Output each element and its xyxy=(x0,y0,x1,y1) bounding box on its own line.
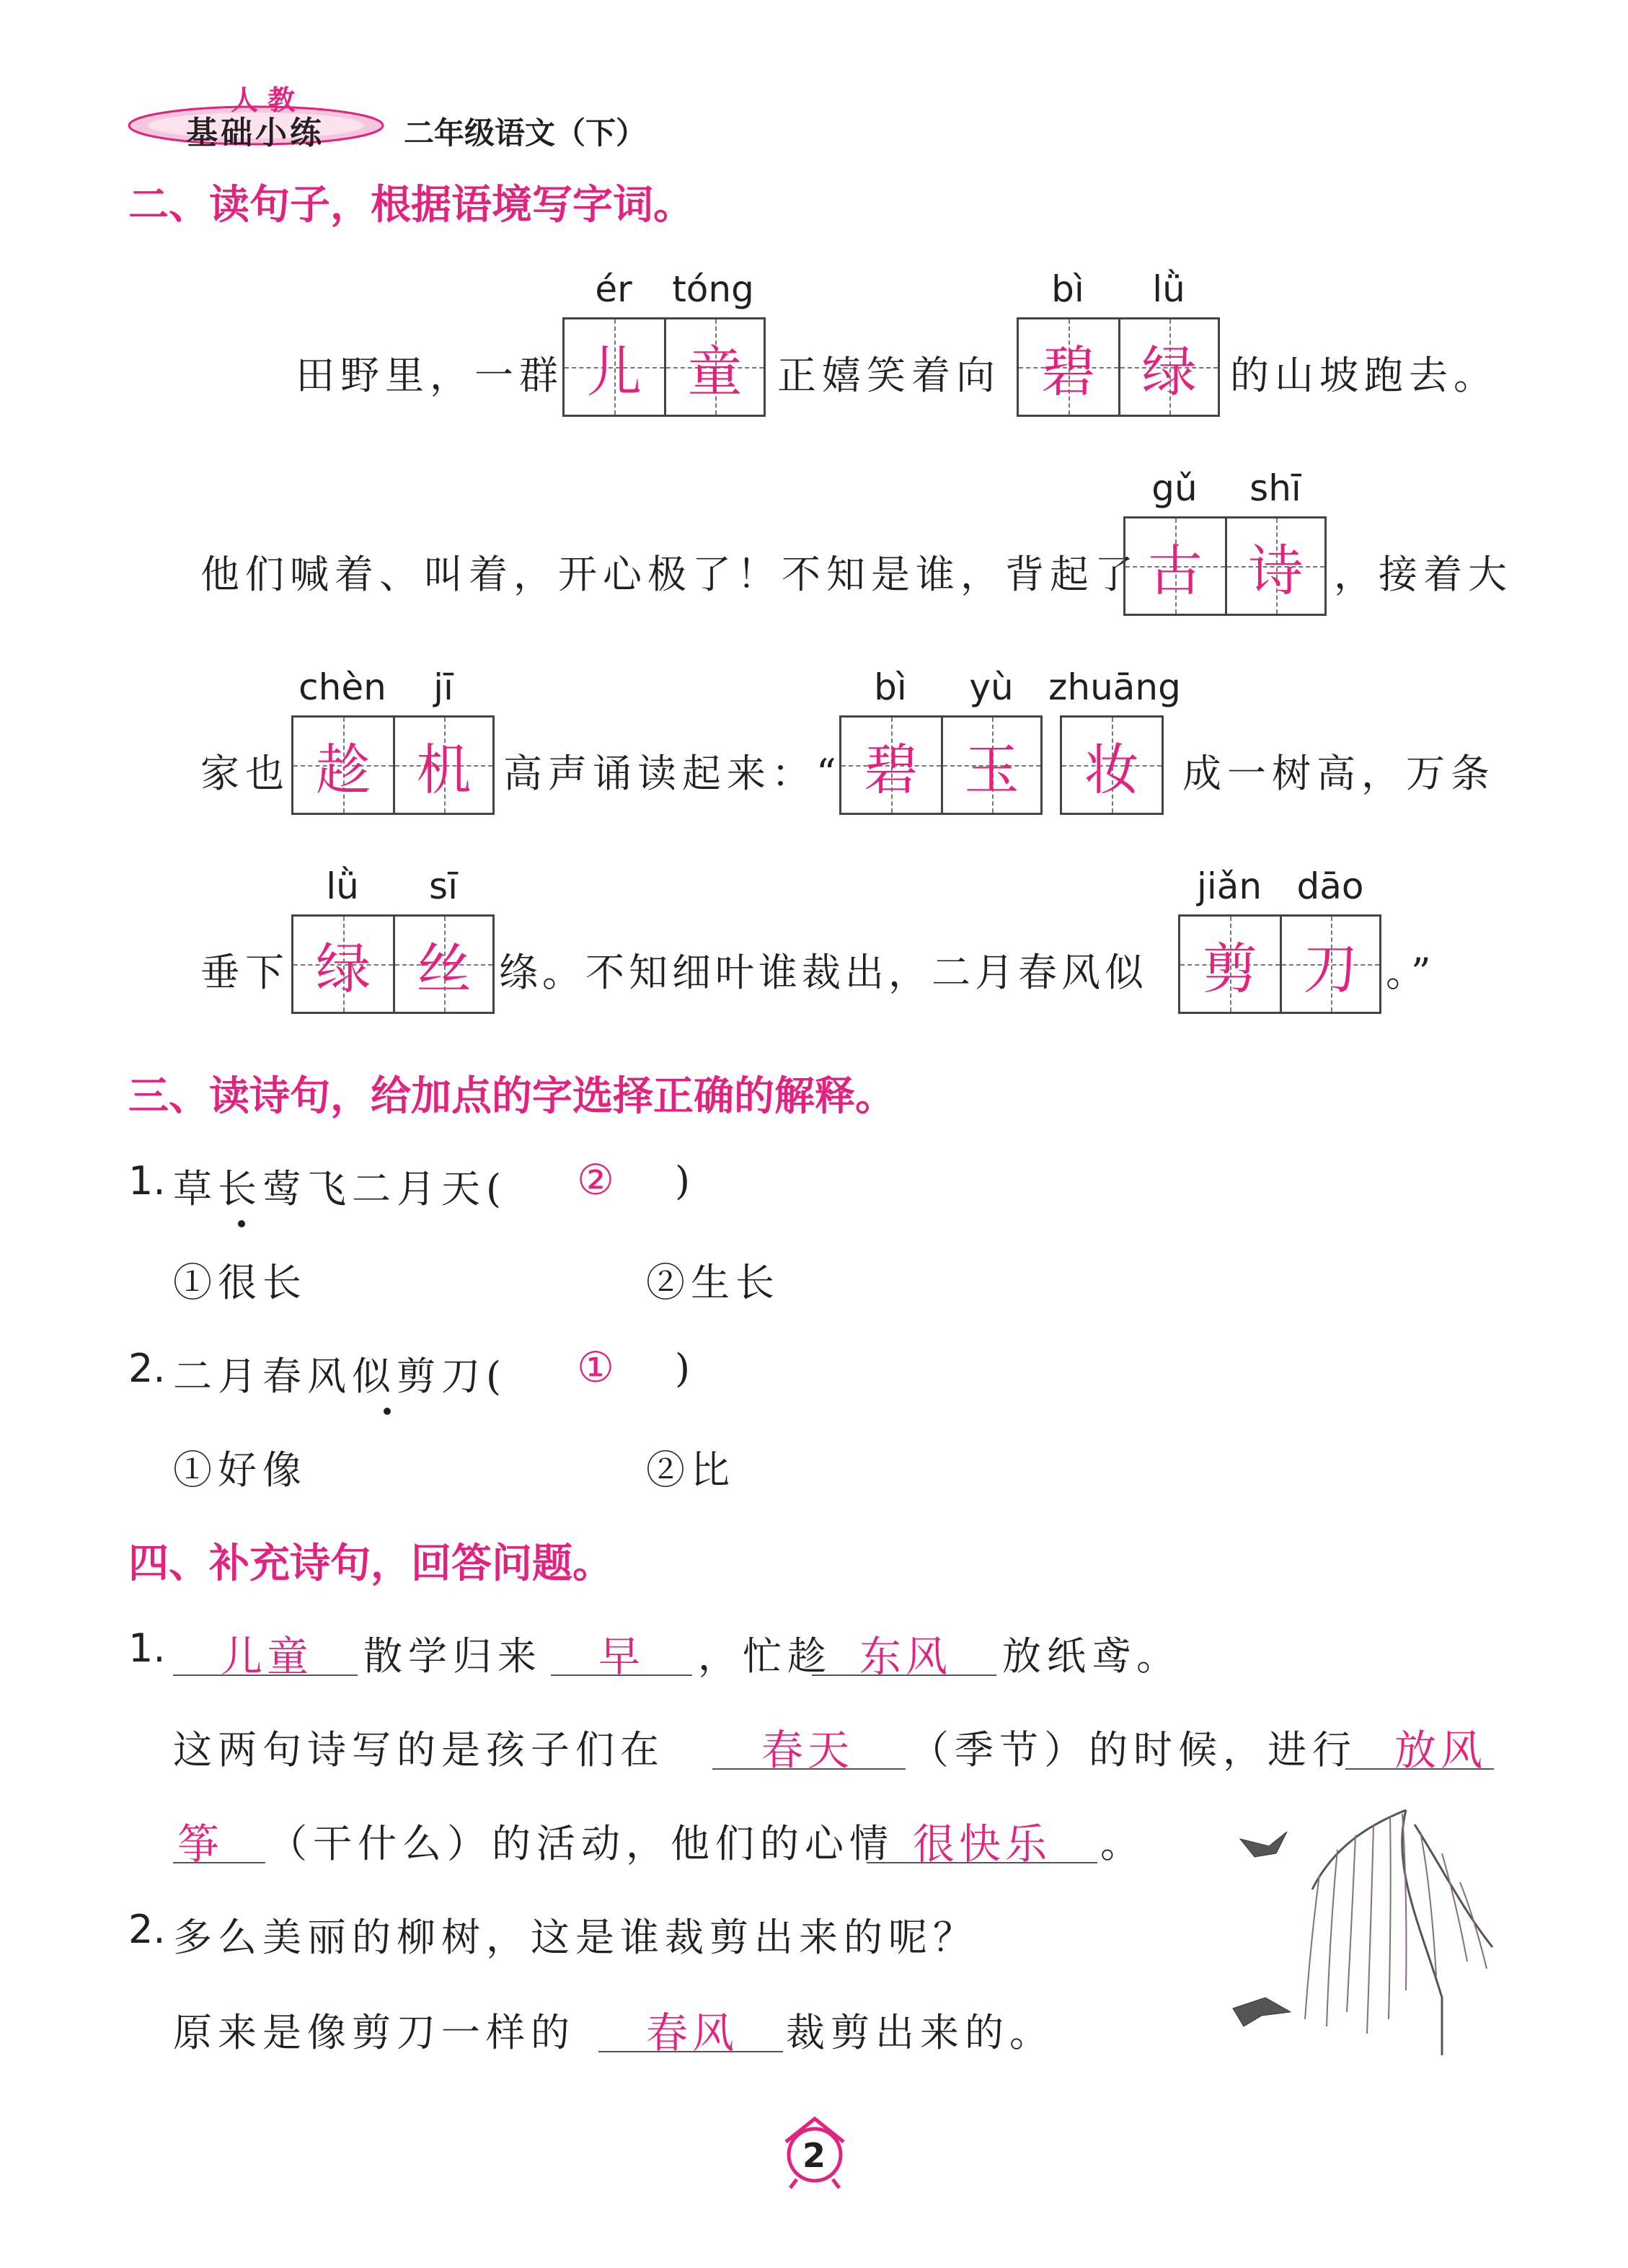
s4-q1-t2: ，忙趁 xyxy=(698,1633,832,1679)
s4-q1-l2-before: 这两句诗写的是孩子们在 xyxy=(173,1727,665,1773)
cell-answer: 剪 xyxy=(1180,917,1280,1012)
page-number: 2 xyxy=(802,2136,826,2175)
tianzige-ertong xyxy=(562,317,766,417)
cell-answer: 碧 xyxy=(841,718,941,813)
s3-q1-close: ) xyxy=(675,1158,696,1204)
pinyin-shi: shī xyxy=(1249,467,1301,509)
s4-q2-num: 2. xyxy=(128,1907,166,1952)
badge-top-label: 人 教 xyxy=(231,84,296,116)
tianzige-chenji xyxy=(291,715,495,815)
cell-answer: 古 xyxy=(1125,519,1225,614)
tianzige-biyu xyxy=(839,715,1043,815)
s4-answer-fangfeng: 放风 xyxy=(1394,1726,1487,1775)
s4-q1-num: 1. xyxy=(128,1625,166,1671)
pinyin-gu: gǔ xyxy=(1151,467,1198,509)
s2-line3-before: 家也 xyxy=(200,751,290,796)
s3-q2-text: 二月春风似剪刀( xyxy=(173,1354,508,1399)
s3-q2-opt2: ②比 xyxy=(646,1447,735,1493)
s4-answer-ertong: 儿童 xyxy=(221,1632,314,1681)
cell-answer: 刀 xyxy=(1280,917,1379,1012)
pinyin-zhuang: zhuāng xyxy=(1048,666,1181,708)
section3-title: 三、读诗句，给加点的字选择正确的解释。 xyxy=(128,1073,895,1120)
pinyin-yu: yù xyxy=(969,666,1014,708)
badge-text: 基础小练 xyxy=(186,115,324,151)
cell-answer: 儿 xyxy=(565,319,664,415)
s3-q2-answer: ① xyxy=(577,1343,614,1392)
s4-q1-t1: 散学归来 xyxy=(363,1633,542,1679)
s4-answer-zheng: 筝 xyxy=(177,1819,220,1868)
pinyin-tong: tóng xyxy=(672,268,754,310)
cell-answer: 绿 xyxy=(1118,319,1218,415)
section4-title: 四、补充诗句，回答问题。 xyxy=(128,1540,613,1587)
tianzige-zhuang xyxy=(1060,715,1164,815)
pinyin-lv2: lǜ xyxy=(326,865,359,907)
s3-q2-close: ) xyxy=(675,1346,696,1391)
s4-answer-henkuaile: 很快乐 xyxy=(913,1819,1052,1868)
willow-illustration xyxy=(1226,1781,1507,2055)
s2-line1-mid: 正嬉笑着向 xyxy=(777,353,1001,398)
cell-answer: 趁 xyxy=(293,718,393,813)
s4-q1-t3: 放纸鸢。 xyxy=(1002,1633,1181,1679)
pinyin-si: sī xyxy=(429,865,458,907)
s4-q2-text: 多么美丽的柳树，这是谁裁剪出来的呢？ xyxy=(173,1915,978,1960)
s4-answer-chuntian: 春天 xyxy=(761,1726,854,1775)
tianzige-gushi xyxy=(1123,516,1327,616)
tianzige-lvsi xyxy=(291,914,495,1014)
cell-answer: 玉 xyxy=(941,718,1040,813)
s3-q1-answer: ② xyxy=(577,1155,614,1204)
section2-title: 二、读句子，根据语境写字词。 xyxy=(128,182,694,229)
s2-line3-mid: 高声诵读起来：“ xyxy=(503,751,842,796)
pinyin-lv: lǜ xyxy=(1152,268,1185,310)
willow-tree-icon xyxy=(1226,1781,1507,2055)
cell-answer: 丝 xyxy=(393,917,492,1012)
s3-q1-text: 草长莺飞二月天( xyxy=(173,1166,508,1212)
pinyin-chen: chèn xyxy=(298,666,386,708)
emphasis-dot xyxy=(384,1408,391,1415)
s4-answer-zao: 早 xyxy=(598,1632,641,1681)
cell-answer: 碧 xyxy=(1019,319,1118,415)
pinyin-bi2: bì xyxy=(874,666,907,708)
pinyin-dao: dāo xyxy=(1296,865,1364,907)
pinyin-er: ér xyxy=(595,268,632,310)
s2-line2-before: 他们喊着、叫着，开心极了！不知是谁，背起了 xyxy=(200,552,1139,597)
s4-answer-chunfeng: 春风 xyxy=(646,2008,739,2057)
s2-line2-after: ，接着大 xyxy=(1334,552,1513,597)
s2-line1-after: 的山坡跑去。 xyxy=(1230,353,1498,398)
s2-line4-after: 。” xyxy=(1386,950,1437,995)
cell-answer: 机 xyxy=(393,718,492,813)
emphasis-dot xyxy=(238,1220,245,1227)
pinyin-jian: jiǎn xyxy=(1196,865,1262,907)
cell-answer: 童 xyxy=(664,319,764,415)
tianzige-jiandao xyxy=(1178,914,1381,1014)
s3-q1-opt1: ①很长 xyxy=(173,1260,307,1305)
s4-q2-l2-after: 裁剪出来的。 xyxy=(786,2010,1054,2055)
s3-q2-opt1: ①好像 xyxy=(173,1447,307,1493)
s4-q1-l3-mid: （干什么）的活动，他们的心情 xyxy=(268,1821,894,1866)
s3-q1-opt2: ②生长 xyxy=(646,1260,780,1305)
s4-q2-l2-before: 原来是像剪刀一样的 xyxy=(173,2010,575,2055)
s2-line4-before: 垂下 xyxy=(200,950,290,995)
s3-q2-num: 2. xyxy=(128,1346,166,1391)
s3-q1-num: 1. xyxy=(128,1158,166,1204)
s2-line1-before: 田野里，一群 xyxy=(296,353,564,398)
s4-answer-dongfeng: 东风 xyxy=(859,1632,952,1681)
pinyin-ji: jī xyxy=(433,666,454,708)
pinyin-bi: bì xyxy=(1051,268,1084,310)
page-subtitle: 二年级语文（下） xyxy=(404,115,647,151)
cell-answer: 诗 xyxy=(1225,519,1324,614)
cell-answer: 绿 xyxy=(293,917,393,1012)
s2-line4-mid: 绦。不知细叶谁裁出，二月春风似 xyxy=(499,950,1148,995)
s4-q1-l3-end: 。 xyxy=(1100,1821,1145,1866)
tianzige-bilv xyxy=(1017,317,1220,417)
s2-line3-after: 成一树高，万条 xyxy=(1182,751,1495,796)
cell-answer: 妆 xyxy=(1062,718,1162,813)
s4-q1-l2-mid: （季节）的时候，进行 xyxy=(910,1727,1357,1773)
